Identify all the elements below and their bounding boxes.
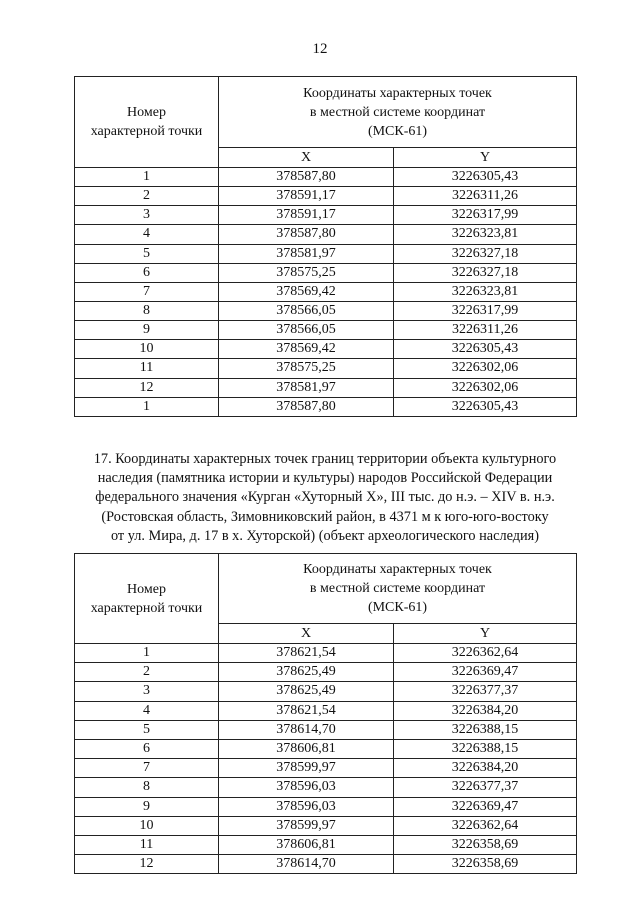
y-coordinate-cell: 3226323,81: [394, 225, 577, 244]
point-number-cell: 1: [75, 168, 219, 187]
x-coordinate-cell: 378569,42: [219, 340, 394, 359]
x-coordinate-cell: 378596,03: [219, 778, 394, 797]
y-coordinate-cell: 3226311,26: [394, 321, 577, 340]
point-number-cell: 6: [75, 263, 219, 282]
x-coordinate-cell: 378591,17: [219, 187, 394, 206]
coords-header-line3: (МСК-61): [367, 600, 428, 615]
point-number-cell: 11: [75, 359, 219, 378]
y-coordinate-cell: 3226302,06: [394, 378, 577, 397]
table-row: [75, 321, 577, 340]
y-coordinate-cell: 3226311,26: [394, 187, 577, 206]
table-row: [75, 301, 577, 320]
x-coordinate-cell: 378606,81: [219, 739, 394, 758]
x-column-header: X: [219, 624, 394, 644]
point-number-cell: 4: [75, 701, 219, 720]
point-header-line2: характерной точки: [90, 600, 203, 616]
point-number-cell: 3: [75, 682, 219, 701]
y-coordinate-cell: 3226388,15: [394, 739, 577, 758]
point-number-cell: 2: [75, 663, 219, 682]
x-coordinate-cell: 378599,97: [219, 816, 394, 835]
table-row: [75, 187, 577, 206]
section-caption: [70, 450, 580, 546]
table-row: [75, 720, 577, 739]
y-coordinate-cell: 3226362,64: [394, 816, 577, 835]
y-coordinate-cell: 3226305,43: [394, 168, 577, 187]
point-number-header: [75, 554, 219, 644]
y-coordinate-cell: 3226384,20: [394, 701, 577, 720]
point-number-cell: 9: [75, 797, 219, 816]
coordinates-table-1: [74, 76, 577, 417]
y-coordinate-cell: 3226327,18: [394, 263, 577, 282]
table-row: [75, 835, 577, 854]
point-number-cell: 6: [75, 739, 219, 758]
table-row: [75, 340, 577, 359]
x-coordinate-cell: 378599,97: [219, 759, 394, 778]
y-coordinate-cell: 3226317,99: [394, 206, 577, 225]
y-coordinate-cell: 3226369,47: [394, 797, 577, 816]
x-coordinate-cell: 378575,25: [219, 359, 394, 378]
y-coordinate-cell: 3226369,47: [394, 663, 577, 682]
table-row: [75, 739, 577, 758]
x-coordinate-cell: 378591,17: [219, 206, 394, 225]
point-number-cell: 7: [75, 282, 219, 301]
table-row: [75, 244, 577, 263]
coordinates-header: [219, 554, 577, 624]
point-number-cell: 10: [75, 816, 219, 835]
point-number-header: [75, 77, 219, 168]
y-coordinate-cell: 3226358,69: [394, 855, 577, 874]
coords-header-line1: Координаты характерных точек: [303, 562, 492, 577]
y-column-header: Y: [394, 624, 577, 644]
point-number-cell: 9: [75, 321, 219, 340]
y-coordinate-cell: 3226377,37: [394, 682, 577, 701]
coords-header-line2: в местной системе координат: [309, 581, 486, 596]
coords-header-line1: Координаты характерных точек: [303, 85, 492, 101]
point-number-cell: 11: [75, 835, 219, 854]
table-row: [75, 778, 577, 797]
coordinates-table-2: [74, 553, 577, 874]
point-number-cell: 3: [75, 206, 219, 225]
x-coordinate-cell: 378614,70: [219, 855, 394, 874]
table-row: [75, 225, 577, 244]
table-row: [75, 206, 577, 225]
point-number-cell: 4: [75, 225, 219, 244]
point-number-cell: 1: [75, 397, 219, 416]
y-coordinate-cell: 3226317,99: [394, 301, 577, 320]
y-coordinate-cell: 3226302,06: [394, 359, 577, 378]
y-coordinate-cell: 3226327,18: [394, 244, 577, 263]
caption-line: 17. Координаты характерных точек границ территории объекта культурного: [93, 451, 557, 467]
table-row: [75, 644, 577, 663]
table-row: [75, 701, 577, 720]
x-coordinate-cell: 378614,70: [219, 720, 394, 739]
point-number-cell: 12: [75, 378, 219, 397]
point-number-cell: 5: [75, 720, 219, 739]
x-coordinate-cell: 378625,49: [219, 682, 394, 701]
point-number-cell: 12: [75, 855, 219, 874]
x-coordinate-cell: 378587,80: [219, 397, 394, 416]
coords-header-line2: в местной системе координат: [309, 104, 486, 120]
y-coordinate-cell: 3226323,81: [394, 282, 577, 301]
table-row: [75, 855, 577, 874]
y-coordinate-cell: 3226362,64: [394, 644, 577, 663]
y-column-header: Y: [394, 148, 577, 168]
caption-line: наследия (памятника истории и культуры) народов Российской Федерации: [97, 470, 553, 487]
coordinates-header: [219, 77, 577, 148]
x-coordinate-cell: 378587,80: [219, 225, 394, 244]
point-header-line1: Номер: [127, 105, 166, 120]
point-number-cell: 10: [75, 340, 219, 359]
x-coordinate-cell: 378581,97: [219, 378, 394, 397]
table-row: [75, 816, 577, 835]
caption-line: федерального значения «Курган «Хуторный X», III тыс. до н.э. – XIV в. н.э.: [95, 489, 555, 506]
table-row: [75, 168, 577, 187]
caption-line: от ул. Мира, д. 17 в х. Хуторской) (объект археологического наследия): [110, 527, 540, 544]
table-row: [75, 759, 577, 778]
table-row: [75, 378, 577, 397]
y-coordinate-cell: 3226358,69: [394, 835, 577, 854]
table-row: [75, 797, 577, 816]
table-row: [75, 263, 577, 282]
y-coordinate-cell: 3226305,43: [394, 340, 577, 359]
x-coordinate-cell: 378587,80: [219, 168, 394, 187]
point-number-cell: 8: [75, 301, 219, 320]
x-coordinate-cell: 378566,05: [219, 321, 394, 340]
table-row: [75, 682, 577, 701]
point-number-cell: 7: [75, 759, 219, 778]
x-coordinate-cell: 378606,81: [219, 835, 394, 854]
x-coordinate-cell: 378575,25: [219, 263, 394, 282]
point-header-line2: характерной точки: [90, 124, 203, 139]
x-coordinate-cell: 378621,54: [219, 644, 394, 663]
x-coordinate-cell: 378596,03: [219, 797, 394, 816]
table-row: [75, 663, 577, 682]
page-number: 12: [312, 41, 328, 57]
point-number-cell: 8: [75, 778, 219, 797]
y-coordinate-cell: 3226384,20: [394, 759, 577, 778]
point-number-cell: 2: [75, 187, 219, 206]
table-row: [75, 359, 577, 378]
x-coordinate-cell: 378569,42: [219, 282, 394, 301]
point-header-line1: Номер: [127, 581, 166, 597]
x-coordinate-cell: 378581,97: [219, 244, 394, 263]
x-column-header: X: [219, 148, 394, 168]
x-coordinate-cell: 378566,05: [219, 301, 394, 320]
y-coordinate-cell: 3226377,37: [394, 778, 577, 797]
x-coordinate-cell: 378621,54: [219, 701, 394, 720]
y-coordinate-cell: 3226388,15: [394, 720, 577, 739]
coords-header-line3: (МСК-61): [367, 123, 428, 139]
y-coordinate-cell: 3226305,43: [394, 397, 577, 416]
table-row: [75, 282, 577, 301]
point-number-cell: 5: [75, 244, 219, 263]
table-row: [75, 397, 577, 416]
point-number-cell: 1: [75, 644, 219, 663]
x-coordinate-cell: 378625,49: [219, 663, 394, 682]
caption-line: (Ростовская область, Зимовниковский район, в 4371 м к юго-юго-востоку: [101, 508, 549, 525]
